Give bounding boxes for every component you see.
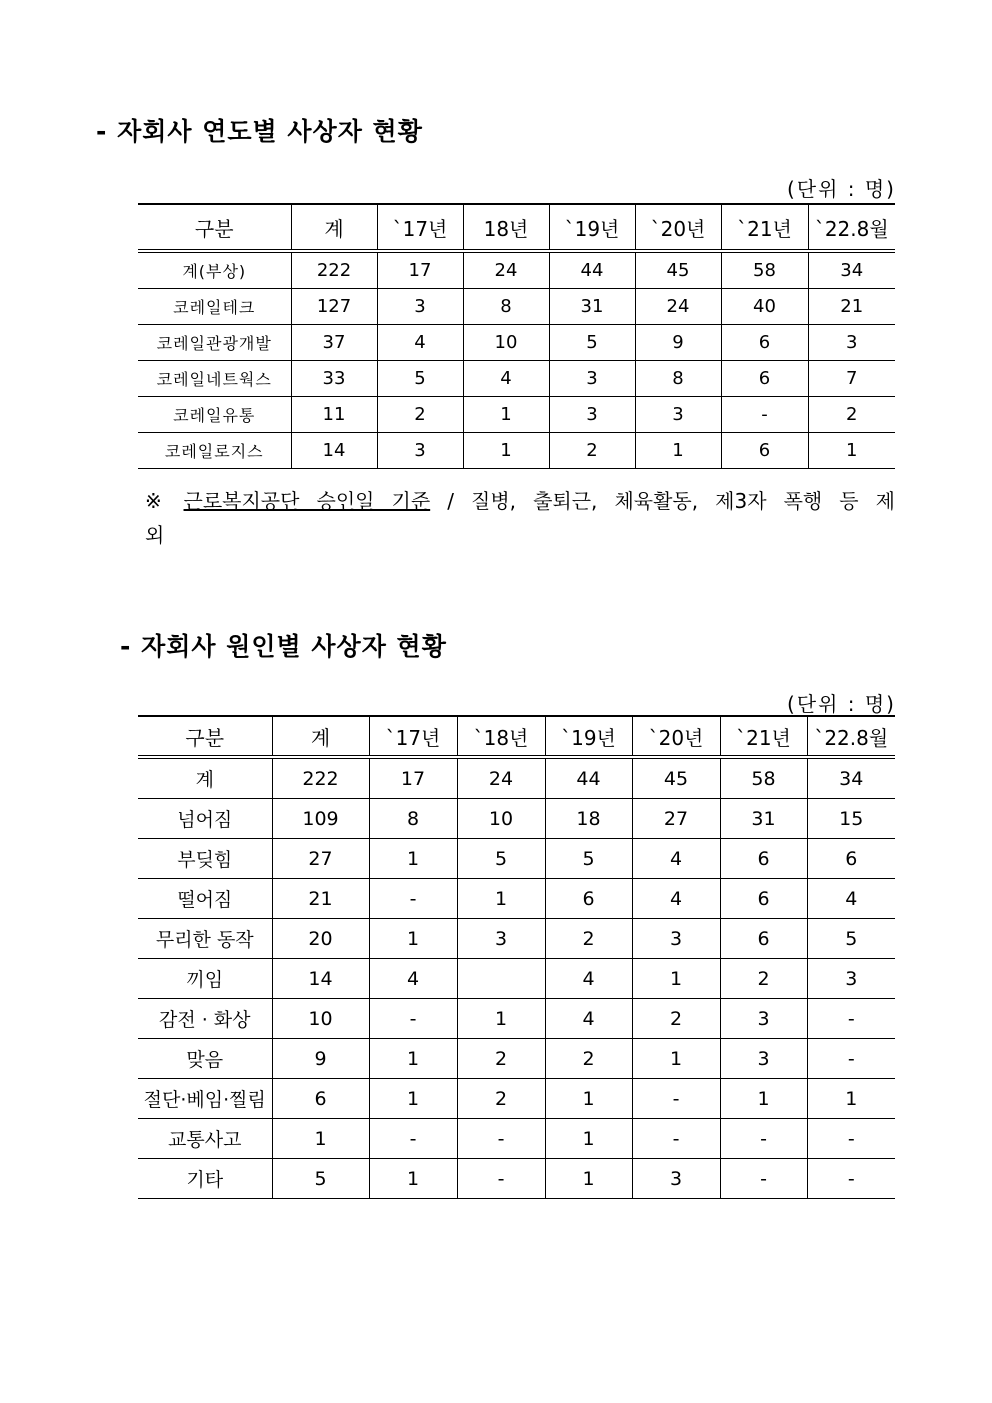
table-cell: 1 [369,1159,457,1199]
row-label: 코레일로지스 [138,433,291,469]
table-cell: 3 [720,999,807,1039]
table-cell: 2 [457,1079,545,1119]
row-label: 교통사고 [138,1119,272,1159]
table-cell: 6 [721,361,808,397]
table-cell: 58 [720,757,807,799]
column-header: `22.8월 [808,204,895,251]
table-cell: 14 [272,959,369,999]
table-cell: 9 [635,325,721,361]
table-cell: 109 [272,799,369,839]
section2-title: - 자회사 원인별 사상자 현황 [120,632,447,661]
table-cell: 4 [632,879,720,919]
table-row [138,919,895,959]
table-cell: 34 [808,251,895,289]
table-cell: 37 [291,325,377,361]
table-cell: 6 [272,1079,369,1119]
table-cell: 1 [272,1119,369,1159]
table-row [138,289,895,325]
table-cell: 45 [635,251,721,289]
table-cell: 5 [807,919,895,959]
table-cell: 1 [545,1119,632,1159]
note-text: / 질병, 출퇴근, 체육활동, 제3자 폭행 등 제 [447,489,895,513]
table-cell: - [807,1159,895,1199]
table-cell: 5 [377,361,463,397]
table-cell: 3 [549,397,635,433]
table-header-row [138,716,895,757]
table-cell: 2 [632,999,720,1039]
table-row [138,757,895,799]
column-header: 구분 [138,716,272,757]
table-cell: 3 [457,919,545,959]
table-cell: - [807,1039,895,1079]
row-label: 넘어짐 [138,799,272,839]
table-cell: 5 [545,839,632,879]
table-cell: 1 [635,433,721,469]
table-cell: 4 [369,959,457,999]
table-cell: - [369,999,457,1039]
table-cell: 6 [807,839,895,879]
table-cell: 21 [272,879,369,919]
table-cell: 1 [720,1079,807,1119]
table-cell: - [721,397,808,433]
table-footnote [145,484,895,518]
note-mark: ※ [145,489,167,513]
table-cell: - [632,1079,720,1119]
column-header: `21년 [720,716,807,757]
table-cell: 24 [463,251,549,289]
column-header: `22.8월 [807,716,895,757]
table-row [138,959,895,999]
table-row [138,1119,895,1159]
table-footnote-wrap: 외 [145,523,165,547]
table-cell: 6 [545,879,632,919]
column-header: 구분 [138,204,291,251]
table-row [138,1079,895,1119]
table-row [138,879,895,919]
table-cell: 3 [808,325,895,361]
table-cell: 1 [632,959,720,999]
table-cell: 20 [272,919,369,959]
row-label: 계 [138,757,272,799]
table-cell: 10 [272,999,369,1039]
table-row [138,839,895,879]
column-header: 계 [272,716,369,757]
table-cell: 5 [272,1159,369,1199]
column-header: `17년 [377,204,463,251]
table-row [138,361,895,397]
section1-unit: (단위 : 명) [786,177,896,201]
row-label: 부딪힘 [138,839,272,879]
table-cell: 3 [632,919,720,959]
table-cell: 1 [807,1079,895,1119]
column-header: `20년 [635,204,721,251]
table-cell: 6 [720,919,807,959]
row-label: 감전 · 화상 [138,999,272,1039]
column-header: `19년 [549,204,635,251]
row-label: 코레일유통 [138,397,291,433]
table-cell: 8 [369,799,457,839]
table-cell: 1 [808,433,895,469]
table-cell: 27 [272,839,369,879]
column-header: 계 [291,204,377,251]
table-cell: 18 [545,799,632,839]
table-row [138,251,895,289]
table-cell: 45 [632,757,720,799]
table-cell: 8 [635,361,721,397]
row-label: 기타 [138,1159,272,1199]
table-cell: 1 [463,397,549,433]
table-cell: 4 [632,839,720,879]
table-cell: 1 [632,1039,720,1079]
table-cell: 7 [808,361,895,397]
table-cell: 4 [807,879,895,919]
table-cell: 1 [457,999,545,1039]
table-cell: 3 [377,289,463,325]
row-label: 떨어짐 [138,879,272,919]
table-cell [457,959,545,999]
table-row [138,999,895,1039]
column-header: `18년 [457,716,545,757]
column-header: `19년 [545,716,632,757]
section2-unit: (단위 : 명) [786,692,896,716]
table-cell: 21 [808,289,895,325]
table-cell: - [369,879,457,919]
table-cell: 6 [720,879,807,919]
table-cell: 3 [635,397,721,433]
table-cell: 44 [549,251,635,289]
table-cell: 2 [457,1039,545,1079]
table-cell: 3 [632,1159,720,1199]
table-cell: 15 [807,799,895,839]
table-cell: - [807,1119,895,1159]
table-cell: 5 [549,325,635,361]
row-label: 코레일관광개발 [138,325,291,361]
table-cell: 4 [463,361,549,397]
section1-title: - 자회사 연도별 사상자 현황 [96,117,423,146]
table-row [138,325,895,361]
table-cell: 58 [721,251,808,289]
table-row [138,433,895,469]
table-cell: 1 [369,1079,457,1119]
table-cell: - [632,1119,720,1159]
table-cell: 127 [291,289,377,325]
table-row [138,397,895,433]
table-cell: 9 [272,1039,369,1079]
table-cell: - [720,1159,807,1199]
table-cell: 2 [545,919,632,959]
table-cell: 34 [807,757,895,799]
table-cell: 222 [272,757,369,799]
row-label: 계(부상) [138,251,291,289]
table-cell: - [457,1119,545,1159]
table-row [138,1159,895,1199]
table-cell: 1 [457,879,545,919]
note-underlined: 근로복지공단 승인일 기준 [183,489,431,513]
table-cell: 3 [720,1039,807,1079]
row-label: 맞음 [138,1039,272,1079]
column-header: 18년 [463,204,549,251]
row-label: 절단·베임·찔림 [138,1079,272,1119]
table-cell: 1 [369,919,457,959]
table-cell: 3 [807,959,895,999]
table-cell: - [807,999,895,1039]
table-cell: 2 [720,959,807,999]
table-cell: 4 [545,959,632,999]
table-cell: 2 [808,397,895,433]
table-cell: 8 [463,289,549,325]
table-cell: 6 [721,433,808,469]
table-cell: 1 [545,1159,632,1199]
row-label: 끼임 [138,959,272,999]
table-cell: 3 [549,361,635,397]
table-cell: 44 [545,757,632,799]
table-cell: 33 [291,361,377,397]
table-cell: 4 [545,999,632,1039]
table-cell: 11 [291,397,377,433]
table-cell: 2 [549,433,635,469]
table-cell: 40 [721,289,808,325]
table-cell: - [457,1159,545,1199]
table-cell: 17 [369,757,457,799]
column-header: `17년 [369,716,457,757]
table-cell: 31 [549,289,635,325]
table-cell: 31 [720,799,807,839]
row-label: 코레일네트웍스 [138,361,291,397]
table-cell: 1 [545,1079,632,1119]
table-cell: 1 [369,1039,457,1079]
table-cell: 3 [377,433,463,469]
column-header: `21년 [721,204,808,251]
table-row [138,799,895,839]
table-cell: 17 [377,251,463,289]
table-cell: 14 [291,433,377,469]
table-cell: 24 [457,757,545,799]
table-cell: 24 [635,289,721,325]
table-row [138,1039,895,1079]
table-cell: - [369,1119,457,1159]
row-label: 무리한 동작 [138,919,272,959]
table-cell: 10 [457,799,545,839]
row-label: 코레일테크 [138,289,291,325]
table-cell: 27 [632,799,720,839]
table-cell: - [720,1119,807,1159]
table-cell: 4 [377,325,463,361]
table-cell: 6 [721,325,808,361]
table-cell: 10 [463,325,549,361]
table-cell: 222 [291,251,377,289]
column-header: `20년 [632,716,720,757]
table-header-row [138,204,895,251]
table-cell: 5 [457,839,545,879]
table-cell: 2 [545,1039,632,1079]
table-cell: 1 [369,839,457,879]
table-cell: 6 [720,839,807,879]
table-cell: 1 [463,433,549,469]
casualties-by-cause-table [138,715,895,1199]
casualties-by-year-table [138,203,895,469]
table-cell: 2 [377,397,463,433]
